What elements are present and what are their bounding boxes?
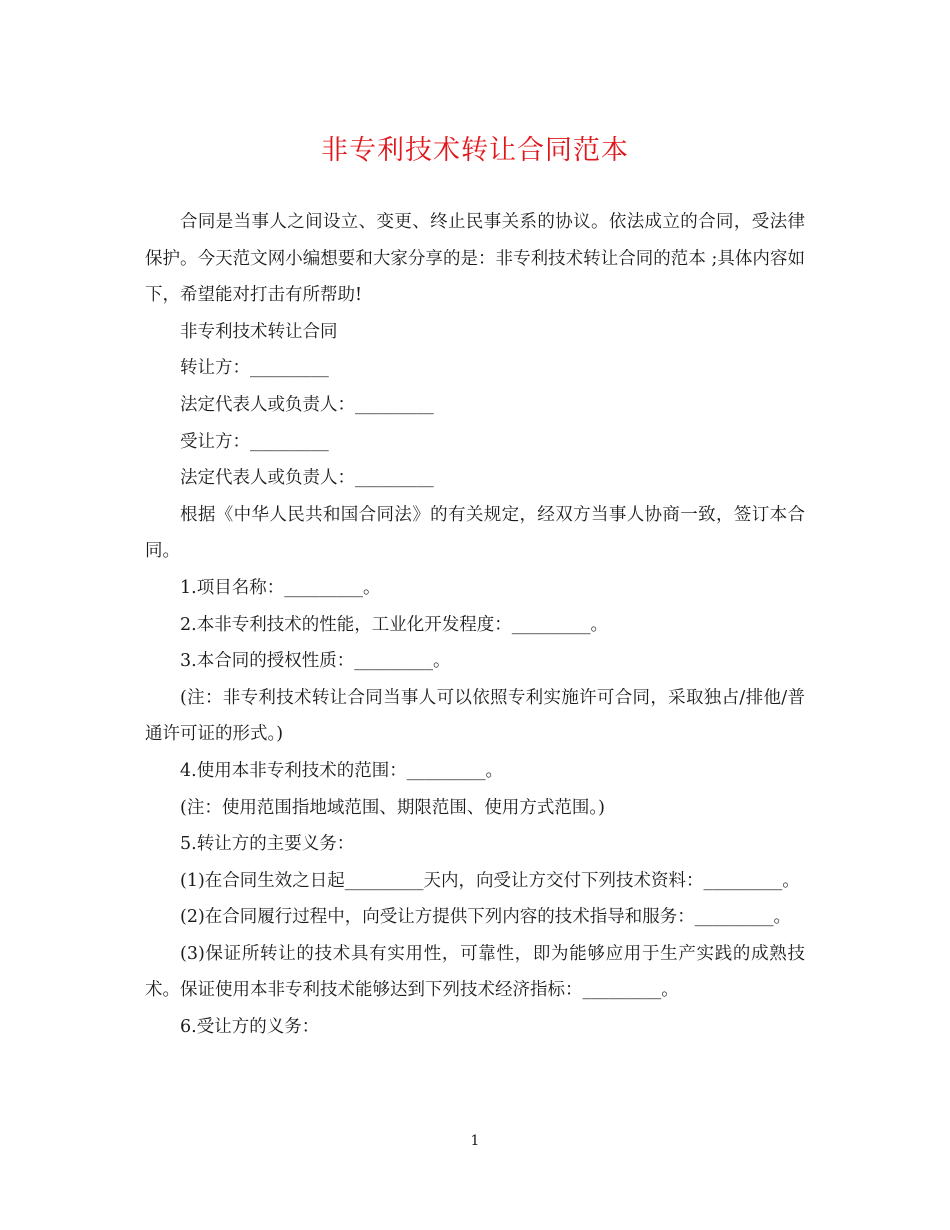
paragraph-transferor-representative: 法定代表人或负责人：_________ <box>180 394 434 415</box>
paragraph-item-5-3: (3)保证所转让的技术具有实用性，可靠性，即为能够应用于生产实践的成熟技术。保证使用本非专利技术能够达到下列技术经济指标：_________。 <box>145 943 805 1001</box>
paragraph-item-5-1: (1)在合同生效之日起_________天内，向受让方交付下列技术资料：_________。 <box>180 870 800 891</box>
paragraph-item-2: 2.本非专利技术的性能，工业化开发程度：_________。 <box>180 614 608 635</box>
paragraph-note-2: (注：使用范围指地域范围、期限范围、使用方式范围。) <box>180 797 605 818</box>
paragraph-item-3: 3.本合同的授权性质：_________。 <box>180 651 451 672</box>
paragraph-item-5-2: (2)在合同履行过程中，向受让方提供下列内容的技术指导和服务：_________。 <box>180 907 792 928</box>
paragraph-item-5: 5.转让方的主要义务： <box>180 834 355 855</box>
document-title: 非专利技术转让合同范本 <box>321 135 629 166</box>
paragraph-transferee: 受让方：_________ <box>180 431 329 452</box>
paragraph-transferor: 转让方：_________ <box>180 358 329 379</box>
paragraph-note-1: (注：非专利技术转让合同当事人可以依照专利实施许可合同，采取独占/排他/普通许可证的形式。) <box>145 687 805 745</box>
paragraph-item-1: 1.项目名称：_________。 <box>180 577 381 598</box>
paragraph-contract-heading: 非专利技术转让合同 <box>180 321 338 342</box>
paragraph-intro: 合同是当事人之间设立、变更、终止民事关系的协议。依法成立的合同，受法律保护。今天范文网小编想要和大家分享的是：非专利技术转让合同的范本 ;具体内容如下，希望能对打击有所帮助! <box>145 212 805 306</box>
paragraph-transferee-representative: 法定代表人或负责人：_________ <box>180 468 434 489</box>
paragraph-item-6: 6.受让方的义务： <box>180 1017 320 1038</box>
document-body <box>145 204 805 1046</box>
paragraph-legal-basis: 根据《中华人民共和国合同法》的有关规定，经双方当事人协商一致，签订本合同。 <box>145 504 805 562</box>
page-number: 1 <box>470 1133 480 1149</box>
paragraph-item-4: 4.使用本非专利技术的范围：_________。 <box>180 760 503 781</box>
